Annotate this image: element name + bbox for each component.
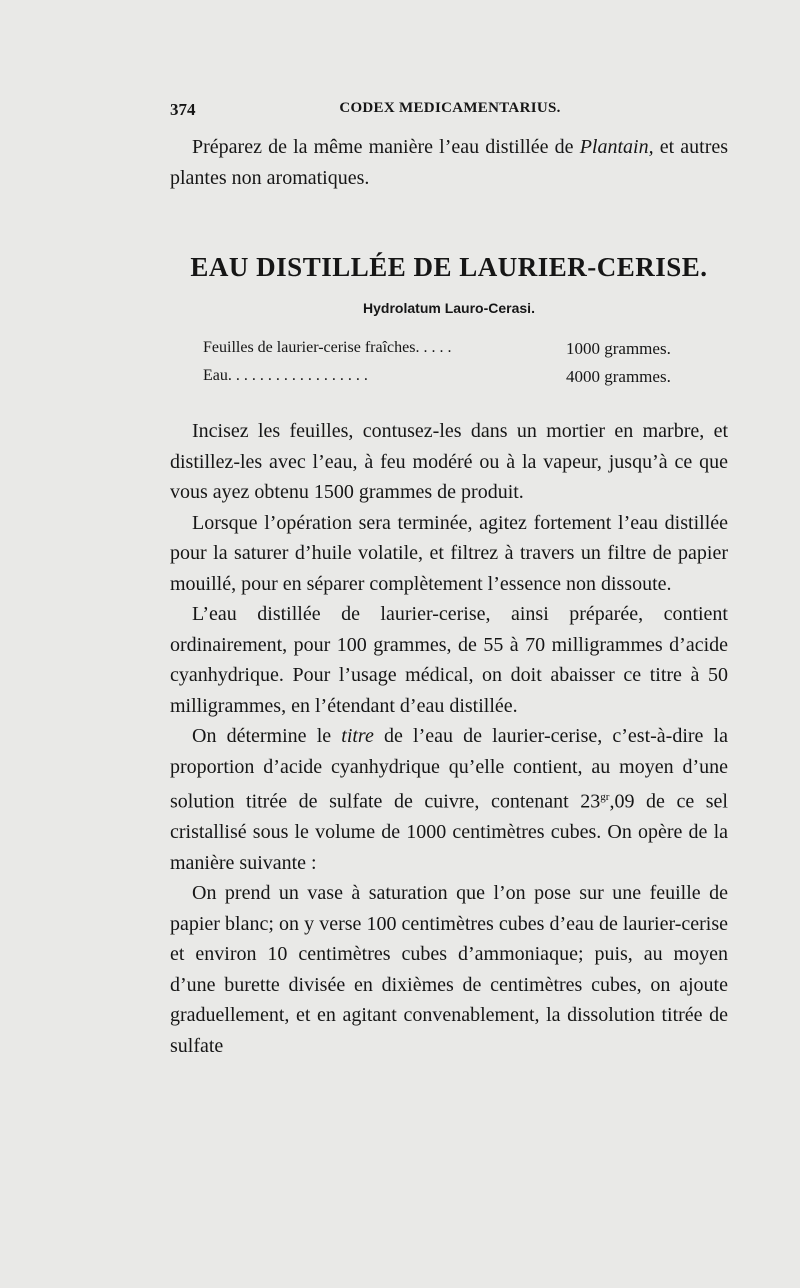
page-header bbox=[170, 100, 730, 124]
page-number: 374 bbox=[170, 100, 196, 119]
latin-name: Hydrolatum Lauro-Cerasi. bbox=[363, 300, 535, 316]
recipe-row bbox=[203, 367, 693, 395]
intro-text-after: et autres plantes non aromatiques. bbox=[170, 136, 729, 189]
paragraph-2: Lorsque l’opération sera terminée, agitez fortement l’eau distillée pour la saturer d’huile volatile, et filtrez à travers un filtre de papier mouillé, pour en séparer complètement l’essence non dissoute. bbox=[170, 511, 728, 595]
main-text bbox=[170, 416, 728, 1061]
section-title: EAU DISTILLÉE DE LAURIER-CERISE. bbox=[190, 252, 708, 282]
intro-paragraph bbox=[170, 132, 728, 193]
recipe-ingredient: Eau. . . . . . . . . . . . . . . . . . bbox=[203, 367, 368, 384]
recipe-table bbox=[203, 339, 693, 395]
paragraph-4-text-after: ,09 de ce sel cristallisé sous le volume de 1000 centimètres cubes. On opère de la manière suivante : bbox=[170, 790, 728, 874]
recipe-quantity: 4000 grammes. bbox=[566, 367, 671, 386]
recipe-quantity: 1000 grammes. bbox=[566, 339, 671, 358]
intro-text: Préparez de la même manière l’eau distillée de bbox=[192, 136, 580, 158]
recipe-ingredient: Feuilles de laurier-cerise fraîches. . . . . bbox=[203, 339, 452, 356]
paragraph-4-sup: gr bbox=[600, 791, 610, 803]
paragraph-4-text-mid: de l’eau de laurier-cerise, c’est-à-dire la proportion d’acide cyanhydrique qu’elle contient, au moyen d’une solution titrée de sulfate de cuivre, contenant 23 bbox=[170, 725, 728, 813]
paragraph-5: On prend un vase à saturation que l’on pose sur une feuille de papier blanc; on y verse 100 centimètres cubes d’eau de laurier-cerise et environ 10 centimètres cubes d’ammoniaque; puis, au moyen d’une burette divisée en dixièmes de centimètres cubes, on ajoute graduellement, et en agitant convenablement, la dissolution titrée de sulfate bbox=[170, 882, 728, 1057]
paragraph-1: Incisez les feuilles, contusez-les dans un mortier en marbre, et distillez-les avec l’eau, à feu modéré ou à la vapeur, jusqu’à ce que vous ayez obtenu 1500 grammes de produit. bbox=[170, 420, 728, 503]
paragraph-4-italic: titre bbox=[341, 725, 374, 747]
recipe-row bbox=[203, 339, 693, 367]
paragraph-4-text: On détermine le bbox=[192, 725, 342, 747]
paragraph-3: L’eau distillée de laurier-cerise, ainsi préparée, contient ordinairement, pour 100 grammes, de 55 à 70 milligrammes d’acide cyanhydrique. Pour l’usage médical, on doit abaisser ce titre à 50 milligrammes, en l’étendant d’eau distillée. bbox=[170, 603, 728, 717]
running-title: CODEX MEDICAMENTARIUS. bbox=[339, 100, 561, 116]
intro-italic: Plantain, bbox=[579, 136, 654, 158]
paragraph-4 bbox=[170, 721, 728, 878]
